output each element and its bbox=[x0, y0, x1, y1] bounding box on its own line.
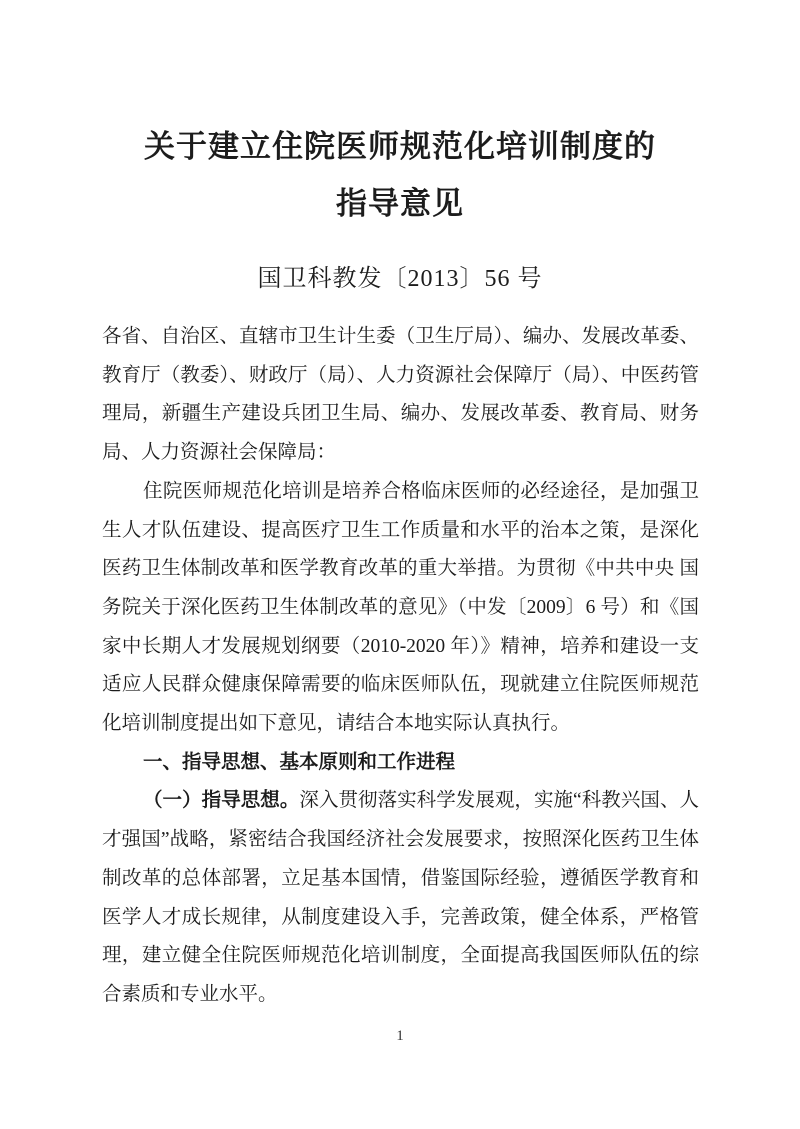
document-title bbox=[0, 118, 800, 232]
page-number: 1 bbox=[396, 1028, 404, 1044]
document-title-line-1: 关于建立住院医师规范化培训制度的 bbox=[144, 129, 656, 164]
section-1-1-text: 深入贯彻落实科学发展观，实施“科教兴国、人才强国”战略，紧密结合我国经济社会发展要求，按照深化医药卫生体制改革的总体部署，立足基本国情，借鉴国际经验，遵循医学教育和医学人才成长规律，从制度建设入手，完善政策，健全体系，严格管理，建立健全住院医师规范化培训制度，全面提高我国医师队伍的综合素质和专业水平。 bbox=[102, 790, 699, 1005]
section-1-1-paragraph bbox=[102, 782, 699, 1014]
intro-paragraph: 住院医师规范化培训是培养合格临床医师的必经途径，是加强卫生人才队伍建设、提高医疗卫生工作质量和水平的治本之策，是深化医药卫生体制改革和医学教育改革的重大举措。为贯彻《中共中央 国务院关于深化医药卫生体制改革的意见》（中发〔2009〕6 号）和《国家中长期人才发展规划纲要（2010-2020 年）》精神，培养和建设一支适应人民群众健康保障需要的临床医师队伍，现就建立住院医师规范化培训制度提出如下意见，请结合本地实际认真执行。 bbox=[102, 480, 699, 735]
document-body bbox=[102, 318, 699, 1015]
document-title-line-2: 指导意见 bbox=[336, 186, 464, 221]
section-1-heading: 一、指导思想、基本原则和工作进程 bbox=[143, 751, 456, 773]
salutation-paragraph: 各省、自治区、直辖市卫生计生委（卫生厅局）、编办、发展改革委、教育厅（教委）、财政厅（局）、人力资源社会保障厅（局）、中医药管理局，新疆生产建设兵团卫生局、编办、发展改革委、教育局、财务局、人力资源社会保障局： bbox=[102, 326, 699, 464]
document-number: 国卫科教发〔2013〕56 号 bbox=[257, 266, 543, 292]
section-1-1-lead: （一）指导思想。 bbox=[143, 790, 300, 812]
